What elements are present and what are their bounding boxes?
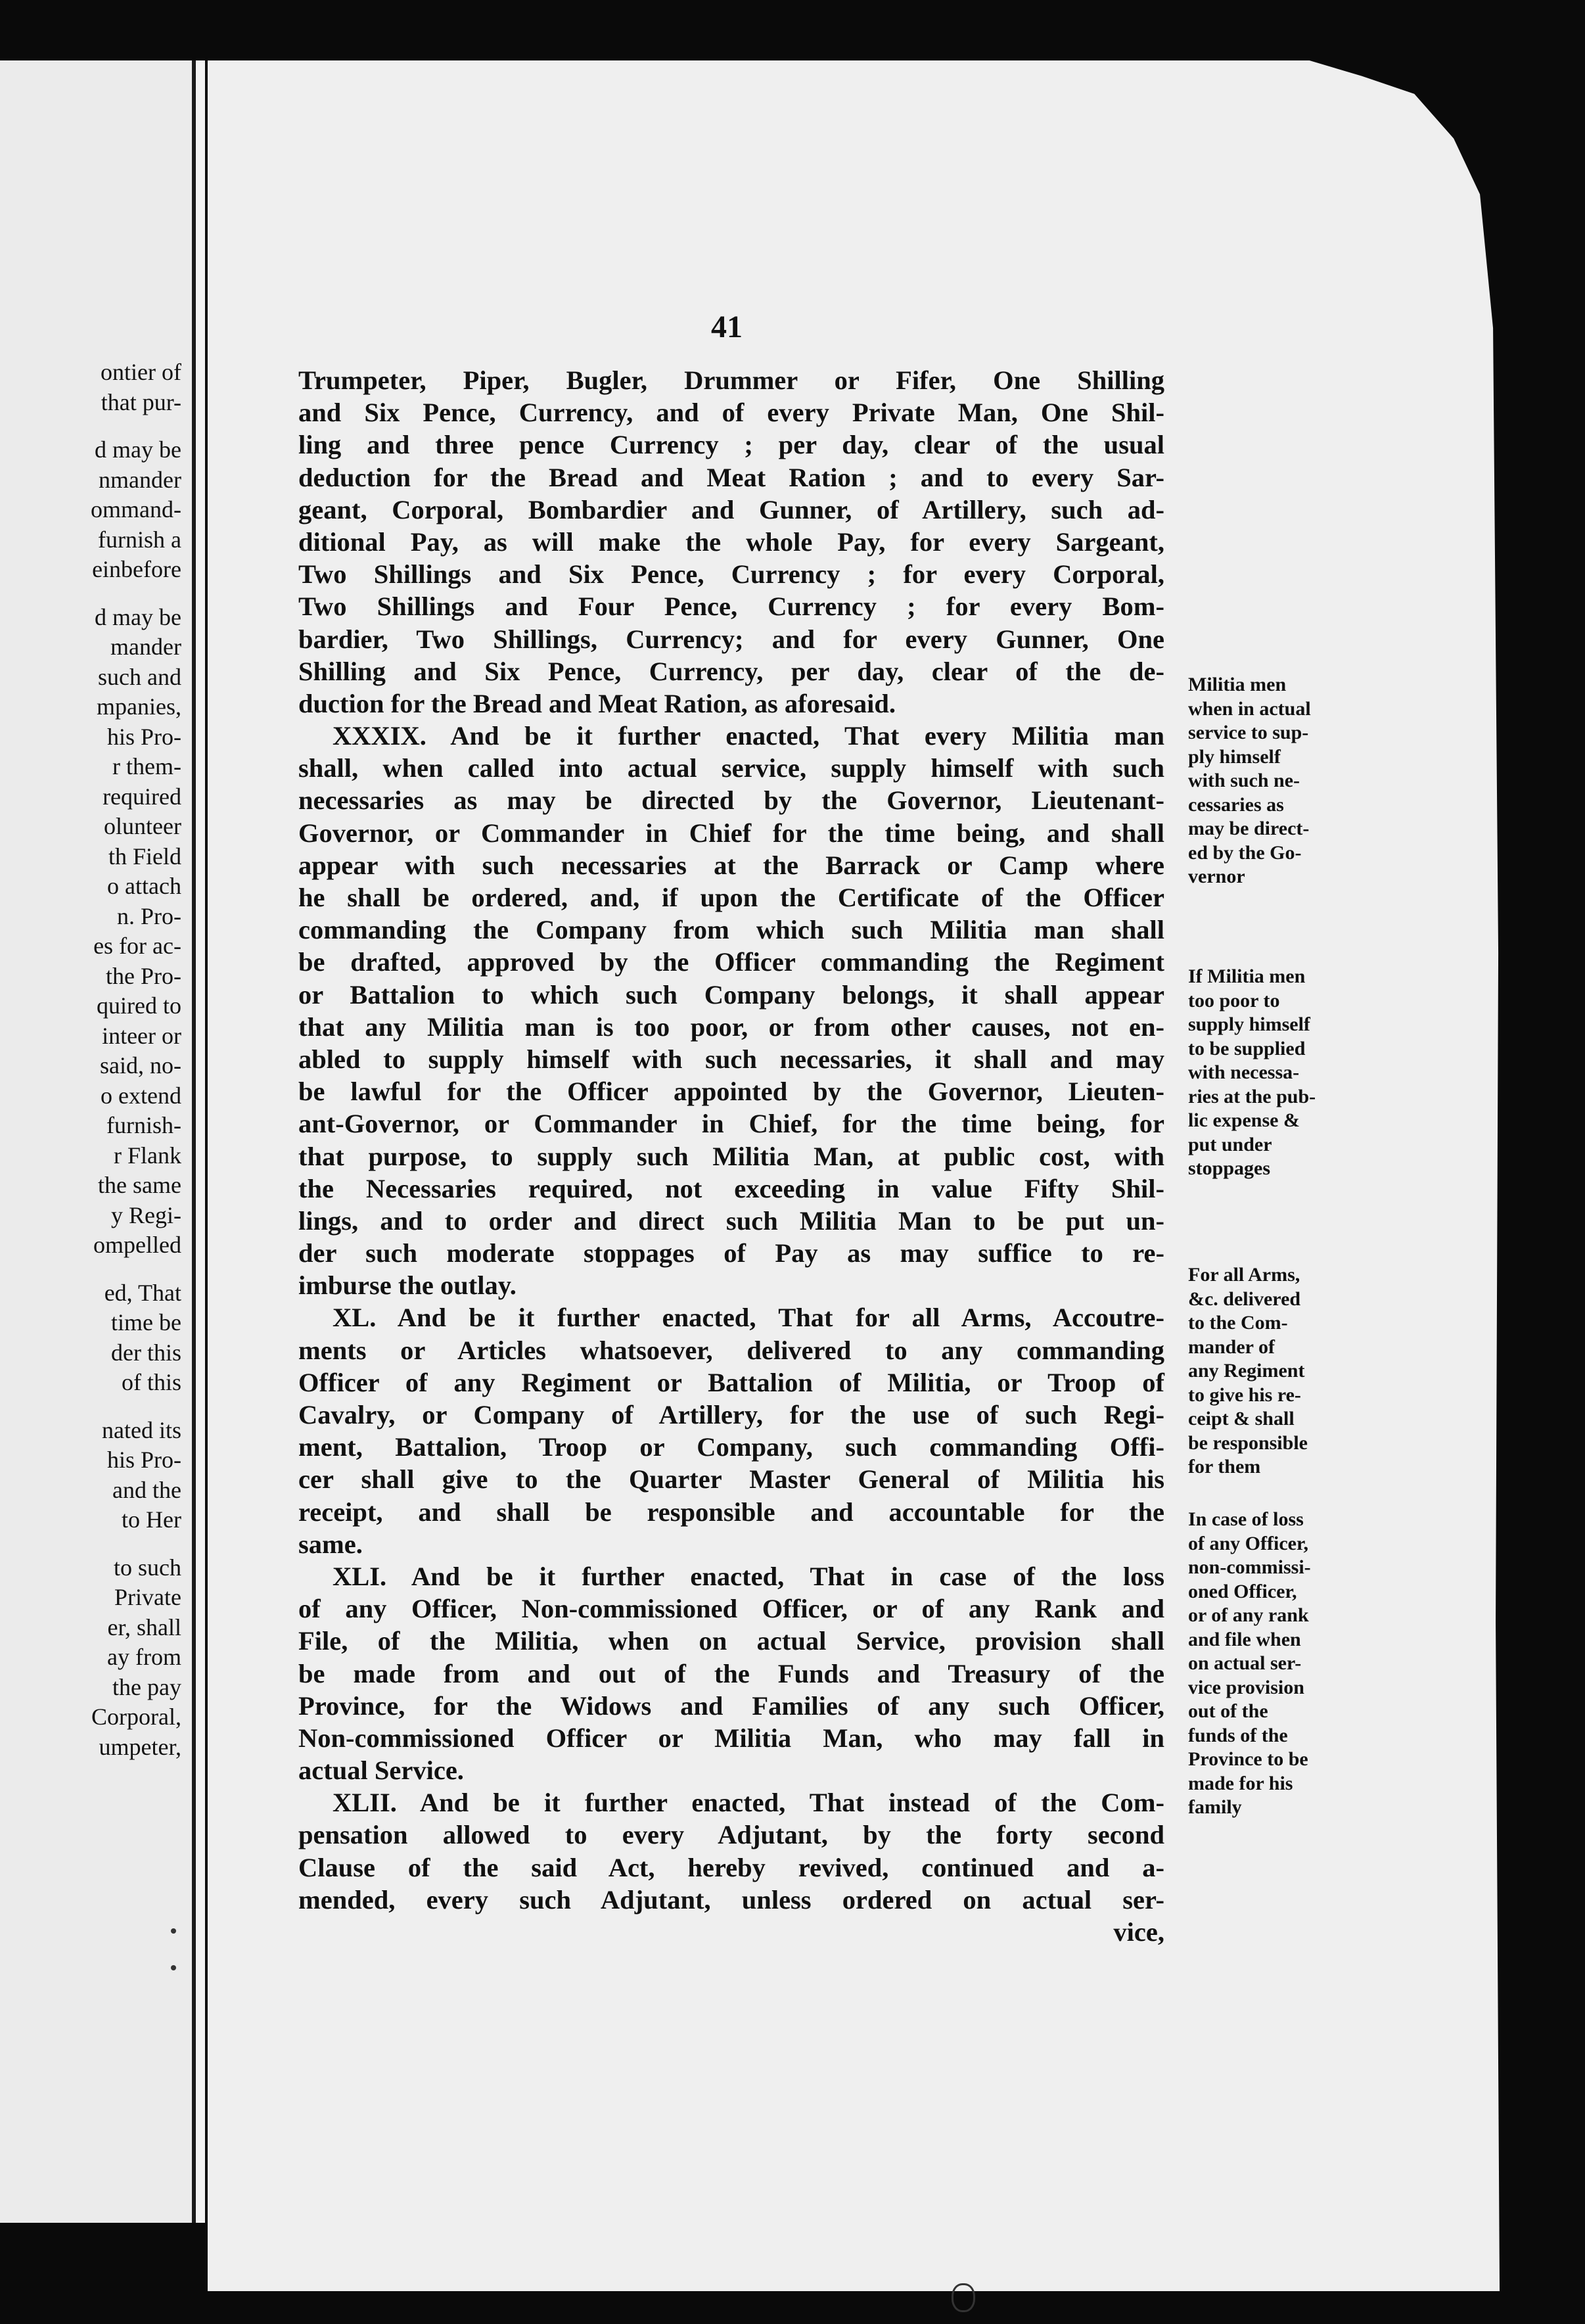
facing-page-line: the Pro- xyxy=(106,962,181,989)
facing-page-line: d may be xyxy=(95,436,181,463)
facing-page-line: his Pro- xyxy=(106,723,181,750)
margin-note-line: too poor to xyxy=(1188,989,1280,1011)
margin-note-line: ply himself xyxy=(1188,745,1281,768)
margin-note-line: and file when xyxy=(1188,1628,1301,1650)
margin-mark xyxy=(171,1965,176,1970)
margin-note-line: with such ne- xyxy=(1188,770,1300,791)
facing-page-line: d may be xyxy=(95,603,181,630)
body-line: commanding the Company from which such Militia man shall xyxy=(298,915,1164,945)
facing-page-line: Private xyxy=(114,1584,181,1610)
body-line: of any Officer, Non-commissioned Officer, or of any Rank and xyxy=(298,1594,1164,1624)
margin-note-line: In case of loss xyxy=(1188,1508,1304,1530)
body-line: XXXIX. And be it further enacted, That every Militia man xyxy=(333,721,1164,751)
facing-page-line: es for ac- xyxy=(93,933,181,959)
facing-page-line: quired to xyxy=(97,992,181,1019)
margin-mark xyxy=(171,1928,176,1934)
body-line: duction for the Bread and Meat Ration, as aforesaid. xyxy=(298,688,896,718)
body-line: File, of the Militia, when on actual Service, provision shall xyxy=(298,1626,1164,1656)
body-line: be made from and out of the Funds and Treasury of the xyxy=(298,1658,1164,1688)
paragraph-gap xyxy=(91,417,181,435)
body-line: ling and three pence Currency ; per day, clear of the usual xyxy=(298,430,1164,460)
body-line: Clause of the said Act, hereby revived, continued and a- xyxy=(298,1852,1164,1882)
margin-note-line: to give his re- xyxy=(1188,1383,1301,1406)
facing-page-line: o extend xyxy=(101,1082,181,1109)
margin-note-line: may be direct- xyxy=(1188,818,1310,839)
facing-page-line: mander xyxy=(110,634,181,660)
margin-note-line: to be supplied xyxy=(1188,1037,1306,1059)
margin-note-line: If Militia men xyxy=(1188,965,1306,987)
facing-page-line: nmander xyxy=(99,466,181,493)
facing-page-line: of this xyxy=(121,1369,181,1395)
facing-page-fragment xyxy=(0,60,196,2223)
facing-page-line: ay from xyxy=(107,1644,181,1670)
facing-page-text xyxy=(91,358,181,1762)
facing-page-line: required xyxy=(103,783,181,810)
facing-page-line: n. Pro- xyxy=(117,902,181,929)
body-line: Officer of any Regiment or Battalion of Militia, or Troop of xyxy=(298,1367,1164,1397)
body-line: Province, for the Widows and Families of any such Officer, xyxy=(298,1690,1164,1721)
body-line: the Necessaries required, not exceeding in value Fifty Shil- xyxy=(298,1173,1164,1203)
margin-note-line: service to sup- xyxy=(1188,722,1309,743)
paragraph-gap xyxy=(91,1535,181,1553)
body-line: actual Service. xyxy=(298,1755,464,1786)
body-line: ments or Articles whatsoever, delivered to any commanding xyxy=(298,1335,1164,1365)
facing-page-line: ontier of xyxy=(101,359,181,385)
margin-note xyxy=(1188,1263,1308,1479)
margin-note-line: &c. delivered xyxy=(1188,1288,1301,1310)
facing-page-line: einbefore xyxy=(92,556,181,582)
body-line: mended, every such Adjutant, unless ordered on actual ser- xyxy=(298,1884,1164,1915)
facing-page-line: Corporal, xyxy=(91,1704,181,1730)
margin-note-line: or of any rank xyxy=(1188,1604,1309,1626)
facing-page-line: r them- xyxy=(112,753,181,779)
margin-note-line: funds of the xyxy=(1188,1724,1288,1746)
body-line: XLII. And be it further enacted, That instead of the Com- xyxy=(333,1788,1164,1818)
paragraph-gap xyxy=(91,585,181,603)
body-line: appear with such necessaries at the Barrack or Camp where xyxy=(298,850,1164,880)
body-line: receipt, and shall be responsible and accountable for the xyxy=(298,1497,1164,1527)
margin-note-line: lic expense & xyxy=(1188,1109,1300,1131)
margin-note-line: put under xyxy=(1188,1133,1272,1155)
body-line: bardier, Two Shillings, Currency; and for every Gunner, One xyxy=(298,624,1164,654)
body-line: Shilling and Six Pence, Currency, per day, clear of the de- xyxy=(298,656,1164,686)
body-line: geant, Corporal, Bombardier and Gunner, of Artillery, such ad- xyxy=(298,494,1164,524)
margin-note-line: family xyxy=(1188,1796,1242,1818)
body-line: Cavalry, or Company of Artillery, for the use of such Regi- xyxy=(298,1400,1164,1429)
facing-page-line: ed, That xyxy=(104,1279,181,1306)
margin-note-line: on actual ser- xyxy=(1188,1652,1302,1674)
body-line: same. xyxy=(298,1529,363,1559)
margin-note-line: Province to be xyxy=(1188,1748,1308,1770)
paragraph-gap xyxy=(91,1398,181,1416)
body-line: imburse the outlay. xyxy=(298,1270,517,1301)
body-line: Two Shillings and Four Pence, Currency ; for every Bom- xyxy=(298,592,1164,622)
body-line: and Six Pence, Currency, and of every Private Man, One Shil- xyxy=(298,398,1164,428)
margin-note-line: made for his xyxy=(1188,1772,1293,1794)
margin-note-line: ries at the pub- xyxy=(1188,1085,1316,1107)
page-mark xyxy=(952,2283,975,2312)
body-line: Trumpeter, Piper, Bugler, Drummer or Fifer, One Shilling xyxy=(298,365,1164,395)
facing-page-line: o attach xyxy=(107,873,181,899)
body-line: necessaries as may be directed by the Governor, Lieutenant- xyxy=(298,785,1164,816)
facing-page-line: time be xyxy=(111,1309,181,1336)
body-line: deduction for the Bread and Meat Ration ; and to every Sar- xyxy=(298,462,1164,492)
facing-page-line: to such xyxy=(114,1554,181,1581)
facing-page-line: nated its xyxy=(102,1416,181,1443)
body-line: XLI. And be it further enacted, That in case of the loss xyxy=(333,1561,1164,1591)
facing-page-line: inteer or xyxy=(102,1022,181,1049)
facing-page-line: the pay xyxy=(112,1673,181,1700)
margin-note-line: cessaries as xyxy=(1188,793,1284,816)
paragraph-gap xyxy=(91,1261,181,1278)
facing-page-line: his Pro- xyxy=(106,1447,181,1473)
page-number: 41 xyxy=(711,310,743,344)
body-line: be lawful for the Officer appointed by the Governor, Lieuten- xyxy=(298,1077,1164,1107)
facing-page-line: th Field xyxy=(108,843,181,870)
body-line: vice, xyxy=(1113,1917,1164,1947)
margin-note-line: ed by the Go- xyxy=(1188,841,1302,864)
body-line: that any Militia man is too poor, or from other causes, not en- xyxy=(298,1011,1164,1042)
facing-page-line: to Her xyxy=(122,1506,181,1533)
margin-note-line: to the Com- xyxy=(1188,1312,1288,1334)
page-gutter xyxy=(196,60,205,2223)
facing-page-line: furnish- xyxy=(106,1112,181,1138)
facing-page-line: and the xyxy=(112,1476,181,1503)
margin-note-line: of any Officer, xyxy=(1188,1532,1309,1554)
body-line: that purpose, to supply such Militia Man, at public cost, with xyxy=(298,1141,1164,1171)
body-line: der such moderate stoppages of Pay as may suffice to re- xyxy=(298,1238,1164,1268)
facing-page-line: ommand- xyxy=(91,496,181,523)
margin-note-line: For all Arms, xyxy=(1188,1264,1300,1286)
margin-note xyxy=(1188,673,1311,889)
body-line: shall, when called into actual service, supply himself with such xyxy=(298,753,1164,783)
body-line: cer shall give to the Quarter Master General of Militia his xyxy=(298,1464,1164,1495)
body-text xyxy=(298,364,1164,1948)
facing-page-line: r Flank xyxy=(114,1142,181,1169)
body-line: be drafted, approved by the Officer commanding the Regiment xyxy=(298,947,1164,977)
facing-page-line: furnish a xyxy=(98,526,181,553)
margin-note-line: stoppages xyxy=(1188,1157,1271,1179)
margin-note-line: vice provision xyxy=(1188,1676,1304,1698)
facing-page-line: ompelled xyxy=(93,1232,181,1258)
margin-note xyxy=(1188,965,1316,1181)
facing-page-line: that pur- xyxy=(101,388,181,415)
facing-page-line: such and xyxy=(98,663,181,690)
margin-note-line: out of the xyxy=(1188,1700,1268,1722)
body-line: ment, Battalion, Troop or Company, such commanding Offi- xyxy=(298,1432,1164,1462)
facing-page-line: olunteer xyxy=(104,813,181,839)
body-line: ant-Governor, or Commander in Chief, for the time being, for xyxy=(298,1109,1164,1139)
facing-page-line: y Regi- xyxy=(111,1201,181,1228)
facing-page-line: mpanies, xyxy=(97,693,181,720)
body-line: lings, and to order and direct such Militia Man to be put un- xyxy=(298,1205,1164,1236)
facing-page-line: der this xyxy=(111,1339,181,1366)
margin-note-line: ceipt & shall xyxy=(1188,1408,1295,1429)
margin-note xyxy=(1188,1508,1311,1820)
margin-note-line: Militia men xyxy=(1188,674,1287,695)
facing-page-line: umpeter, xyxy=(99,1733,181,1760)
facing-page-line: said, no- xyxy=(100,1052,181,1079)
body-line: Governor, or Commander in Chief for the time being, and shall xyxy=(298,818,1164,848)
margin-note-line: for them xyxy=(1188,1456,1261,1477)
facing-page-line: the same xyxy=(98,1172,181,1198)
margin-note-line: mander of xyxy=(1188,1336,1275,1358)
body-line: or Battalion to which such Company belongs, it shall appear xyxy=(298,979,1164,1010)
facing-page-line: er, shall xyxy=(107,1614,181,1640)
body-line: Non-commissioned Officer or Militia Man, who may fall in xyxy=(298,1723,1164,1753)
margin-note-line: non-commissi- xyxy=(1188,1556,1311,1578)
margin-note-line: oned Officer, xyxy=(1188,1580,1297,1602)
margin-note-line: be responsible xyxy=(1188,1431,1308,1454)
body-line: Two Shillings and Six Pence, Currency ; for every Corporal, xyxy=(298,559,1164,590)
body-line: pensation allowed to every Adjutant, by the forty second xyxy=(298,1820,1164,1850)
margin-note-line: supply himself xyxy=(1188,1013,1310,1035)
margin-note-line: vernor xyxy=(1188,866,1245,887)
body-line: ditional Pay, as will make the whole Pay, for every Sargeant, xyxy=(298,526,1164,557)
margin-note-line: with necessa- xyxy=(1188,1061,1300,1083)
margin-note-line: when in actual xyxy=(1188,697,1311,720)
margin-note-line: any Regiment xyxy=(1188,1360,1305,1382)
body-line: abled to supply himself with such necessaries, it shall and may xyxy=(298,1044,1164,1074)
body-line: XL. And be it further enacted, That for all Arms, Accoutre- xyxy=(333,1303,1164,1333)
body-line: he shall be ordered, and, if upon the Certificate of the Officer xyxy=(298,883,1164,912)
